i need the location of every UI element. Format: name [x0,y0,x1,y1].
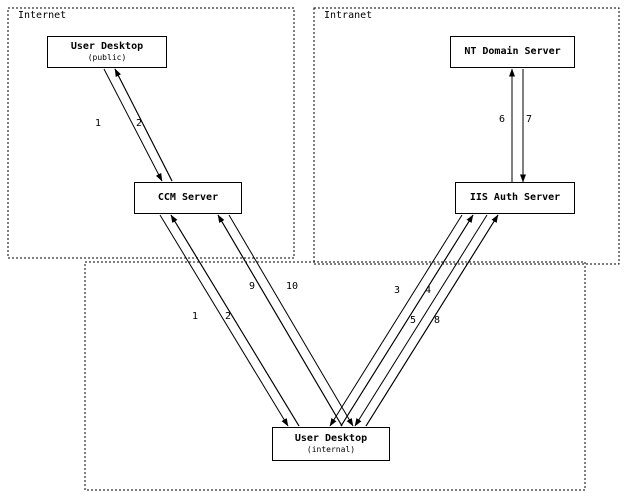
node-nt-domain-server-title: NT Domain Server [464,46,561,57]
edge-label-1-public: 1 [95,118,102,129]
edge-label-6: 6 [499,114,506,125]
edge-label-4: 4 [425,285,432,296]
node-ccm-server[interactable] [134,182,242,214]
edge-internal-to-iis-4 [341,215,473,426]
node-iis-auth-server[interactable] [455,182,575,214]
edge-label-9: 9 [249,281,256,292]
zone-label-internet: Internet [18,10,67,21]
node-iis-auth-server-title: IIS Auth Server [469,192,561,203]
edge-label-5: 5 [410,315,417,326]
node-user-desktop-internal-title: User Desktop [294,433,368,444]
edge-ccm-to-public-2 [115,69,172,181]
edge-label-3: 3 [394,285,401,296]
node-user-desktop-public[interactable] [47,36,167,68]
node-user-desktop-public-title: User Desktop [70,41,144,52]
edge-label-10: 10 [286,281,299,292]
node-user-desktop-public-subtitle: (public) [87,53,127,62]
edge-label-2-internal: 2 [225,311,232,322]
node-user-desktop-internal-subtitle: (internal) [306,445,356,454]
zone-label-intranet: Intranet [324,10,373,21]
edge-iis-to-internal-3 [330,215,462,426]
edge-label-2-public: 2 [136,118,143,129]
edge-iis-to-internal-5 [355,215,487,426]
node-ccm-server-title: CCM Server [157,192,219,203]
edge-ccm-to-internal-1 [160,215,288,426]
node-nt-domain-server[interactable] [450,36,575,68]
edge-label-7: 7 [526,114,533,125]
edge-ccm-to-internal-10 [229,215,353,426]
node-user-desktop-internal[interactable] [272,427,390,461]
edge-public-to-ccm-1 [104,69,162,181]
edge-label-1-internal: 1 [192,311,199,322]
edge-internal-to-iis-8 [366,215,498,426]
edge-label-8: 8 [434,315,441,326]
